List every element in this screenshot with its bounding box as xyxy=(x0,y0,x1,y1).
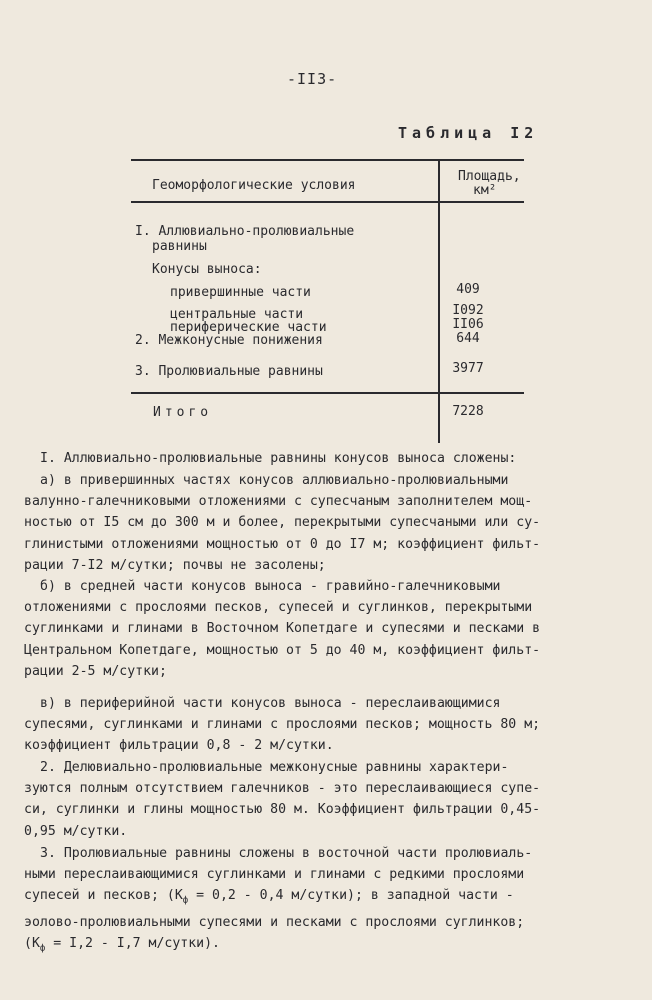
paragraph-2 xyxy=(24,757,624,842)
paragraph-1-text: I. Аллювиально-пролювиальные равнины конусов выноса сложены: xyxy=(40,451,517,466)
paragraph-1c xyxy=(24,693,624,757)
header-conditions: Геоморфологические условия xyxy=(152,178,356,193)
row-value: 409 xyxy=(456,282,480,297)
paragraph-1b xyxy=(24,576,624,682)
text-fragment: = 0,2 - 0,4 м/сутки); в западной части - xyxy=(188,888,514,904)
table-top-rule xyxy=(131,159,524,161)
paragraph-1c-text: в) в периферийной части конусов выноса - переслаивающимися супесями, суглинками и глинами с прослоями песков; мощность 80 м; коэффициент фильтрации 0,8 - 2 м/сутки. xyxy=(24,696,541,754)
paragraph-2-text: 2. Делювиально-пролювиальные межконусные равнины характери- зуются полным отсутствием галечников - это переслаивающиеся супе- си, суглинки и глины мощностью 80 м. Коэффициент фильтрации 0,45- 0,95 м/сутки. xyxy=(24,760,541,839)
text-fragment: = I,2 - I,7 м/сутки). xyxy=(45,936,220,952)
row-value: II06 xyxy=(452,317,484,332)
row-label: I. Аллювиально-пролювиальные xyxy=(135,224,355,239)
paragraph-1 xyxy=(40,448,640,469)
subscript-f: ф xyxy=(182,896,189,907)
table-column-rule xyxy=(438,159,440,443)
table-total-rule xyxy=(131,392,524,394)
paragraph-3-line-3 xyxy=(24,885,624,912)
row-value: 3977 xyxy=(452,361,484,376)
paragraph-1a-text: а) в привершинных частях конусов аллювиально-пролювиальными валунно-галечниковыми отложениями с супесчаным заполнителем мощ- ностью от I5 см до 300 м и более, перекрытыми супесчаными или су- глинистыми отложениями мощностью от 0 до I7 м; коэффициент фильт- рации 7-I2 м/сутки; почвы не засолены; xyxy=(24,473,541,573)
header-area: Площадь, xyxy=(458,169,521,184)
row-label: привершинные части xyxy=(170,285,311,300)
row-label: центральные части xyxy=(170,307,304,322)
table-header-rule xyxy=(131,201,524,203)
row-label: 3. Пролювиальные равнины xyxy=(135,364,323,379)
paragraph-1a xyxy=(24,470,624,576)
row-value: I092 xyxy=(452,303,484,318)
paragraph-3-line-2: ными переслаивающимися суглинками и глинами с редкими прослоями xyxy=(24,867,525,883)
row-label: равнины xyxy=(152,239,207,254)
subscript-f: ф xyxy=(39,944,46,955)
table-caption: Таблица I2 xyxy=(398,124,539,142)
row-label: 2. Межконусные понижения xyxy=(135,333,323,348)
total-label: Итого xyxy=(153,405,213,420)
text-fragment: супесей и песков; (К xyxy=(24,888,183,904)
text-fragment: (К xyxy=(24,936,40,952)
paragraph-3-line-5 xyxy=(24,933,624,960)
paragraph-3-line-4: эолово-пролювиальными супесями и песками с прослоями суглинков; xyxy=(24,915,525,931)
paragraph-3-line-1: 3. Пролювиальные равнины сложены в восточной части пролювиаль- xyxy=(40,846,533,861)
row-label: Конусы выноса: xyxy=(152,262,262,277)
row-value: 644 xyxy=(456,331,480,346)
paragraph-1b-text: б) в средней части конусов выноса - гравийно-галечниковыми отложениями с прослоями песков, супесей и суглинков, перекрытыми суглинками и глинами в Восточном Копетдаге и супесями и песками в Центральном Копетдаге, мощностью от 5 до 40 м, коэффициент фильт- рации 2-5 м/сутки; xyxy=(24,579,541,679)
total-value: 7228 xyxy=(452,404,484,419)
paragraph-3 xyxy=(24,843,624,960)
header-area-unit: км² xyxy=(473,183,497,198)
row-label: периферические части xyxy=(170,320,327,335)
page-number: -II3- xyxy=(287,70,338,88)
